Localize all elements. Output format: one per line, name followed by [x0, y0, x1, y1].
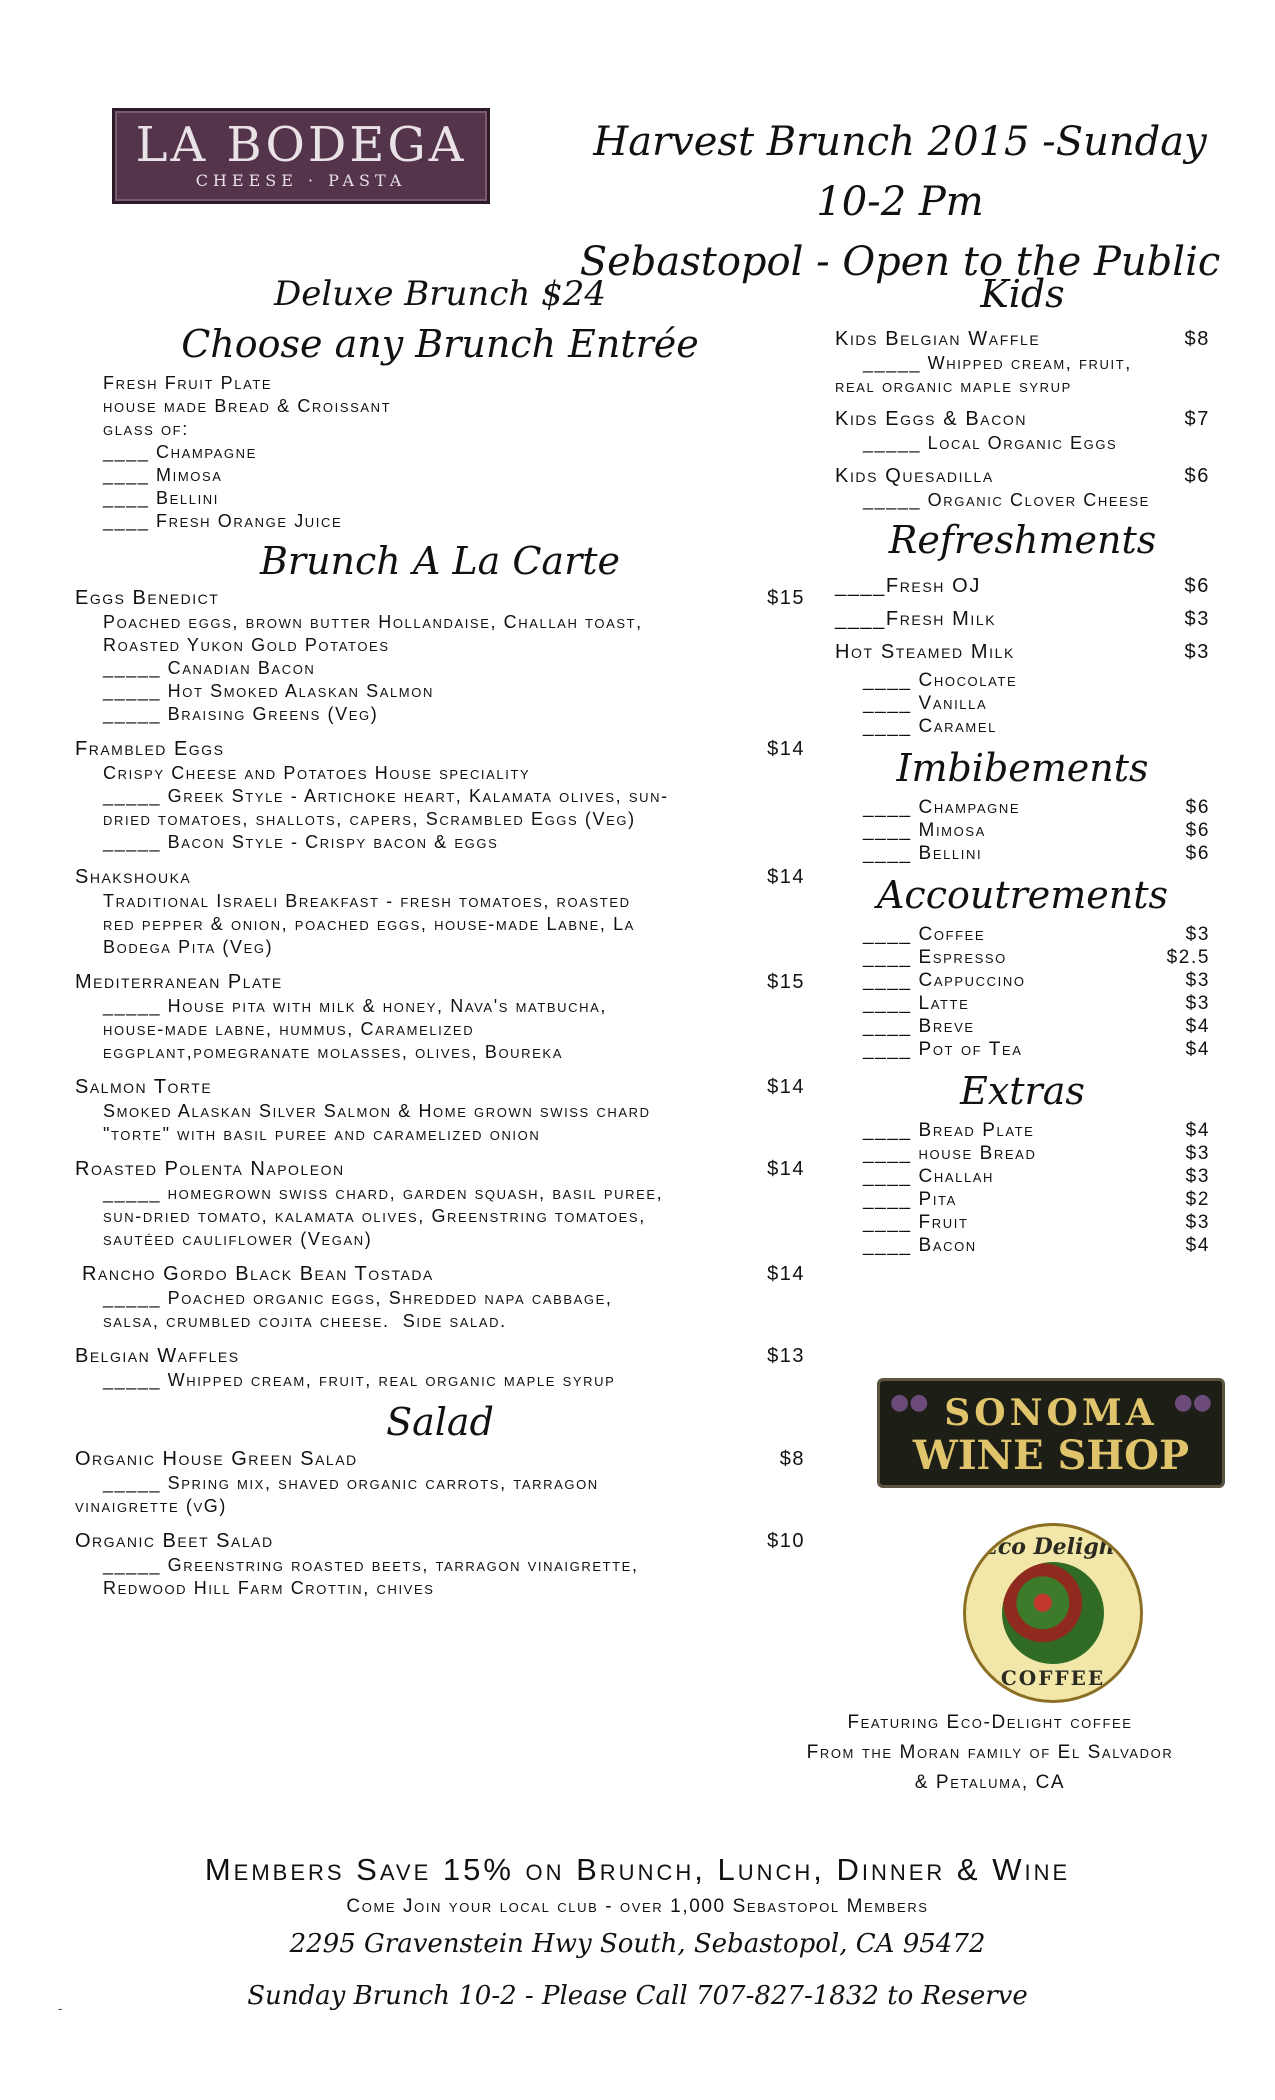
- item-price: $6: [1185, 820, 1210, 841]
- left-column: [75, 270, 805, 1610]
- item-price: $4: [1185, 1016, 1210, 1037]
- coffee-row: [863, 1038, 1210, 1061]
- item-name: Belgian Waffles: [75, 1345, 240, 1367]
- item-desc-line: Redwood Hill Farm Crottin, chives: [103, 1578, 435, 1598]
- refreshment-row: [835, 570, 1210, 603]
- drink-row: [863, 819, 1210, 842]
- deluxe-line: ____ Bellini: [103, 488, 219, 508]
- menu-item: [75, 736, 805, 854]
- extras-list: [835, 1119, 1210, 1257]
- item-price: $6: [1184, 465, 1210, 487]
- coffee-row: [863, 969, 1210, 992]
- coffee-row: [863, 946, 1210, 969]
- alacarte-title: Brunch A La Carte: [259, 539, 621, 583]
- grape-icon: ●●: [1173, 1389, 1212, 1415]
- page-title: [560, 112, 1240, 292]
- title-line-2: Sebastopol - Open to the Public: [579, 239, 1221, 285]
- item-name: Salmon Torte: [75, 1076, 213, 1098]
- item-name: ____ Champagne: [863, 797, 1021, 818]
- footer: [0, 1848, 1275, 2026]
- refreshments-title: Refreshments: [888, 518, 1157, 562]
- sonoma-wine-shop-logo: [877, 1378, 1225, 1488]
- item-price: $15: [767, 587, 805, 609]
- item-price: $6: [1185, 843, 1210, 864]
- right-column: [835, 270, 1210, 1257]
- item-name: Shakshouka: [75, 866, 192, 888]
- item-desc-line: _____ Greek Style - Artichoke heart, Kalamata olives, sun-: [103, 786, 669, 806]
- refreshments-list: [835, 570, 1210, 738]
- milk-option: ____ Vanilla: [863, 693, 988, 714]
- item-price: $4: [1185, 1039, 1210, 1060]
- item-desc-line: _____ Poached organic eggs, Shredded napa cabbage,: [103, 1288, 613, 1308]
- item-name: Eggs Benedict: [75, 587, 220, 609]
- item-price: $15: [767, 971, 805, 993]
- extra-row: [863, 1165, 1210, 1188]
- logo-name: LA BODEGA: [135, 117, 467, 173]
- item-desc-line: Traditional Israeli Breakfast - fresh tomatoes, roasted: [103, 891, 631, 911]
- item-name: Kids Quesadilla: [835, 465, 994, 487]
- coffee-row: [863, 923, 1210, 946]
- item-name: ____ Pita: [863, 1189, 957, 1210]
- logo-subtitle: CHEESE · PASTA: [195, 171, 407, 190]
- item-desc-line: _____ Braising Greens (Veg): [103, 704, 379, 724]
- deluxe-line: ____ Mimosa: [103, 465, 223, 485]
- item-desc-line: _____ Organic Clover Cheese: [863, 490, 1150, 510]
- club-invite: Come Join your local club - over 1,000 Sebastopol Members: [346, 1896, 929, 1917]
- item-desc-line: _____ Hot Smoked Alaskan Salmon: [103, 681, 434, 701]
- milk-option: ____ Chocolate: [863, 670, 1018, 691]
- members-promo: Members Save 15% on Brunch, Lunch, Dinner & Wine: [204, 1852, 1071, 1887]
- sonoma-line-1: SONOMA: [944, 1392, 1158, 1434]
- item-desc-line: "torte" with basil puree and caramelized onion: [103, 1124, 541, 1144]
- deluxe-line: ____ Fresh Orange Juice: [103, 511, 343, 531]
- item-price: $2.5: [1166, 947, 1210, 968]
- item-price: $13: [767, 1345, 805, 1367]
- item-name: ____ Bacon: [863, 1235, 977, 1256]
- item-desc-line: _____ homegrown swiss chard, garden squash, basil puree,: [103, 1183, 664, 1203]
- item-price: $6: [1184, 575, 1210, 597]
- item-desc-line: Poached eggs, brown butter Hollandaise, Challah toast,: [103, 612, 643, 632]
- page-mark: -: [58, 2000, 63, 2016]
- item-name: ____ Challah: [863, 1166, 995, 1187]
- deluxe-line: glass of:: [103, 419, 189, 439]
- item-name: Mediterranean Plate: [75, 971, 283, 993]
- item-name: ____ Bellini: [863, 843, 983, 864]
- item-name: ____Fresh Milk: [835, 608, 997, 630]
- item-desc-line: _____ Whipped cream, fruit,: [863, 353, 1132, 373]
- item-name: Organic Beet Salad: [75, 1530, 274, 1552]
- item-desc-line: sun-dried tomato, kalamata olives, Greenstring tomatoes,: [103, 1206, 646, 1226]
- item-desc-line: _____ Canadian Bacon: [103, 658, 316, 678]
- item-desc-line: real organic maple syrup: [835, 376, 1072, 396]
- item-desc-line: eggplant,pomegranate molasses, olives, Boureka: [103, 1042, 563, 1062]
- item-name: Organic House Green Salad: [75, 1448, 358, 1470]
- item-desc-line: red pepper & onion, poached eggs, house-made Labne, La: [103, 914, 635, 934]
- item-price: $3: [1185, 924, 1210, 945]
- item-desc-line: Crispy Cheese and Potatoes House speciality: [103, 763, 531, 783]
- imbibements-list: [835, 796, 1210, 865]
- item-price: $3: [1185, 1166, 1210, 1187]
- item-price: $7: [1184, 408, 1210, 430]
- item-price: $14: [767, 738, 805, 760]
- item-name: Kids Eggs & Bacon: [835, 408, 1028, 430]
- drink-row: [863, 796, 1210, 819]
- menu-item: [75, 1074, 805, 1146]
- item-price: $14: [767, 1263, 805, 1285]
- item-name: ____ Coffee: [863, 924, 986, 945]
- item-desc-line: sautéed cauliflower (Vegan): [103, 1229, 373, 1249]
- accoutrements-list: [835, 923, 1210, 1061]
- item-name: Kids Belgian Waffle: [835, 328, 1041, 350]
- menu-item: [75, 585, 805, 726]
- item-name: ____Fresh OJ: [835, 575, 981, 597]
- item-name: ____ Mimosa: [863, 820, 986, 841]
- eco-delight-logo: [963, 1523, 1143, 1703]
- item-price: $14: [767, 866, 805, 888]
- extras-title: Extras: [960, 1069, 1085, 1113]
- item-name: ____ Cappuccino: [863, 970, 1026, 991]
- menu-item: [75, 864, 805, 959]
- item-desc-line: salsa, crumbled cojita cheese. Side salad.: [103, 1311, 507, 1331]
- title-line-1: Harvest Brunch 2015 -Sunday 10-2 Pm: [593, 119, 1207, 225]
- deluxe-line: house made Bread & Croissant: [103, 396, 392, 416]
- item-price: $3: [1184, 608, 1210, 630]
- item-price: $3: [1184, 641, 1210, 663]
- menu-item: [75, 1156, 805, 1251]
- kids-title: Kids: [980, 272, 1065, 316]
- extra-row: [863, 1234, 1210, 1257]
- deluxe-includes: [75, 372, 805, 533]
- extra-row: [863, 1142, 1210, 1165]
- item-name: Frambled Eggs: [75, 738, 225, 760]
- kids-item: [835, 326, 1210, 398]
- menu-item: [75, 1343, 805, 1392]
- item-price: $4: [1185, 1120, 1210, 1141]
- item-desc-line: dried tomatoes, shallots, capers, Scrambled Eggs (Veg): [103, 809, 636, 829]
- item-price: $6: [1185, 797, 1210, 818]
- featuring-line: Featuring Eco-Delight coffee: [847, 1712, 1133, 1733]
- item-desc-line: _____ House pita with milk & honey, Nava's matbucha,: [103, 996, 607, 1016]
- item-name: Hot Steamed Milk: [835, 641, 1015, 663]
- item-name: ____ house Bread: [863, 1143, 1037, 1164]
- coffee-cherry-icon: [1002, 1562, 1104, 1664]
- item-price: $14: [767, 1158, 805, 1180]
- item-desc-line: _____ Bacon Style - Crispy bacon & eggs: [103, 832, 499, 852]
- item-desc-line: Bodega Pita (Veg): [103, 937, 274, 957]
- item-price: $3: [1185, 970, 1210, 991]
- item-desc-line: house-made labne, hummus, Caramelized: [103, 1019, 475, 1039]
- item-name: ____ Pot of Tea: [863, 1039, 1023, 1060]
- item-name: ____ Bread Plate: [863, 1120, 1035, 1141]
- sonoma-line-2: WINE SHOP: [912, 1432, 1190, 1479]
- item-name: ____ Espresso: [863, 947, 1007, 968]
- milk-option: ____ Caramel: [863, 716, 997, 737]
- item-price: $2: [1185, 1189, 1210, 1210]
- item-name: Rancho Gordo Black Bean Tostada: [75, 1263, 434, 1285]
- la-bodega-logo: [112, 108, 490, 204]
- reservation-line: Sunday Brunch 10-2 - Please Call 707-827-1832 to Reserve: [247, 1981, 1028, 2011]
- menu-item: [75, 969, 805, 1064]
- coffee-row: [863, 1015, 1210, 1038]
- item-desc-line: Roasted Yukon Gold Potatoes: [103, 635, 390, 655]
- menu-item: [75, 1528, 805, 1600]
- featuring-line: From the Moran family of El Salvador: [806, 1742, 1174, 1763]
- item-name: ____ Fruit: [863, 1212, 969, 1233]
- item-name: ____ Latte: [863, 993, 970, 1014]
- item-desc-line: _____ Local Organic Eggs: [863, 433, 1118, 453]
- item-desc-line: _____ Whipped cream, fruit, real organic maple syrup: [103, 1370, 616, 1390]
- featuring-line: & Petaluma, CA: [914, 1772, 1066, 1793]
- deluxe-subtitle: Choose any Brunch Entrée: [181, 322, 699, 366]
- item-price: $4: [1185, 1235, 1210, 1256]
- item-desc-line: _____ Spring mix, shaved organic carrots, tarragon: [103, 1473, 599, 1493]
- item-price: $8: [1184, 328, 1210, 350]
- item-desc-line: vinaigrette (vG): [75, 1496, 227, 1516]
- deluxe-line: ____ Champagne: [103, 442, 257, 462]
- salad-title: Salad: [386, 1400, 494, 1444]
- item-price: $3: [1185, 1143, 1210, 1164]
- menu-item: [75, 1261, 805, 1333]
- deluxe-title: Deluxe Brunch $24: [274, 274, 606, 314]
- featuring-note: [740, 1708, 1240, 1798]
- deluxe-line: Fresh Fruit Plate: [103, 373, 273, 393]
- address: 2295 Gravenstein Hwy South, Sebastopol, CA 95472: [289, 1929, 986, 1959]
- item-price: $3: [1185, 993, 1210, 1014]
- extra-row: [863, 1119, 1210, 1142]
- grape-icon: ●●: [890, 1389, 929, 1415]
- eco-bottom-text: COFFEE: [1000, 1666, 1106, 1690]
- item-desc-line: Smoked Alaskan Silver Salmon & Home grown swiss chard: [103, 1101, 651, 1121]
- extra-row: [863, 1211, 1210, 1234]
- drink-row: [863, 842, 1210, 865]
- accoutrements-title: Accoutrements: [876, 873, 1169, 917]
- kids-item: [835, 406, 1210, 455]
- item-price: $14: [767, 1076, 805, 1098]
- item-name: ____ Breve: [863, 1016, 975, 1037]
- eco-top-text: Eco Delight: [981, 1534, 1125, 1560]
- extra-row: [863, 1188, 1210, 1211]
- item-price: $10: [767, 1530, 805, 1552]
- kids-item: [835, 463, 1210, 512]
- refreshment-row: [835, 603, 1210, 636]
- coffee-row: [863, 992, 1210, 1015]
- imbibements-title: Imbibements: [896, 746, 1149, 790]
- menu-item: [75, 1446, 805, 1518]
- refreshment-row: [835, 636, 1210, 669]
- item-desc-line: _____ Greenstring roasted beets, tarragon vinaigrette,: [103, 1555, 639, 1575]
- item-price: $3: [1185, 1212, 1210, 1233]
- item-price: $8: [779, 1448, 805, 1470]
- item-name: Roasted Polenta Napoleon: [75, 1158, 345, 1180]
